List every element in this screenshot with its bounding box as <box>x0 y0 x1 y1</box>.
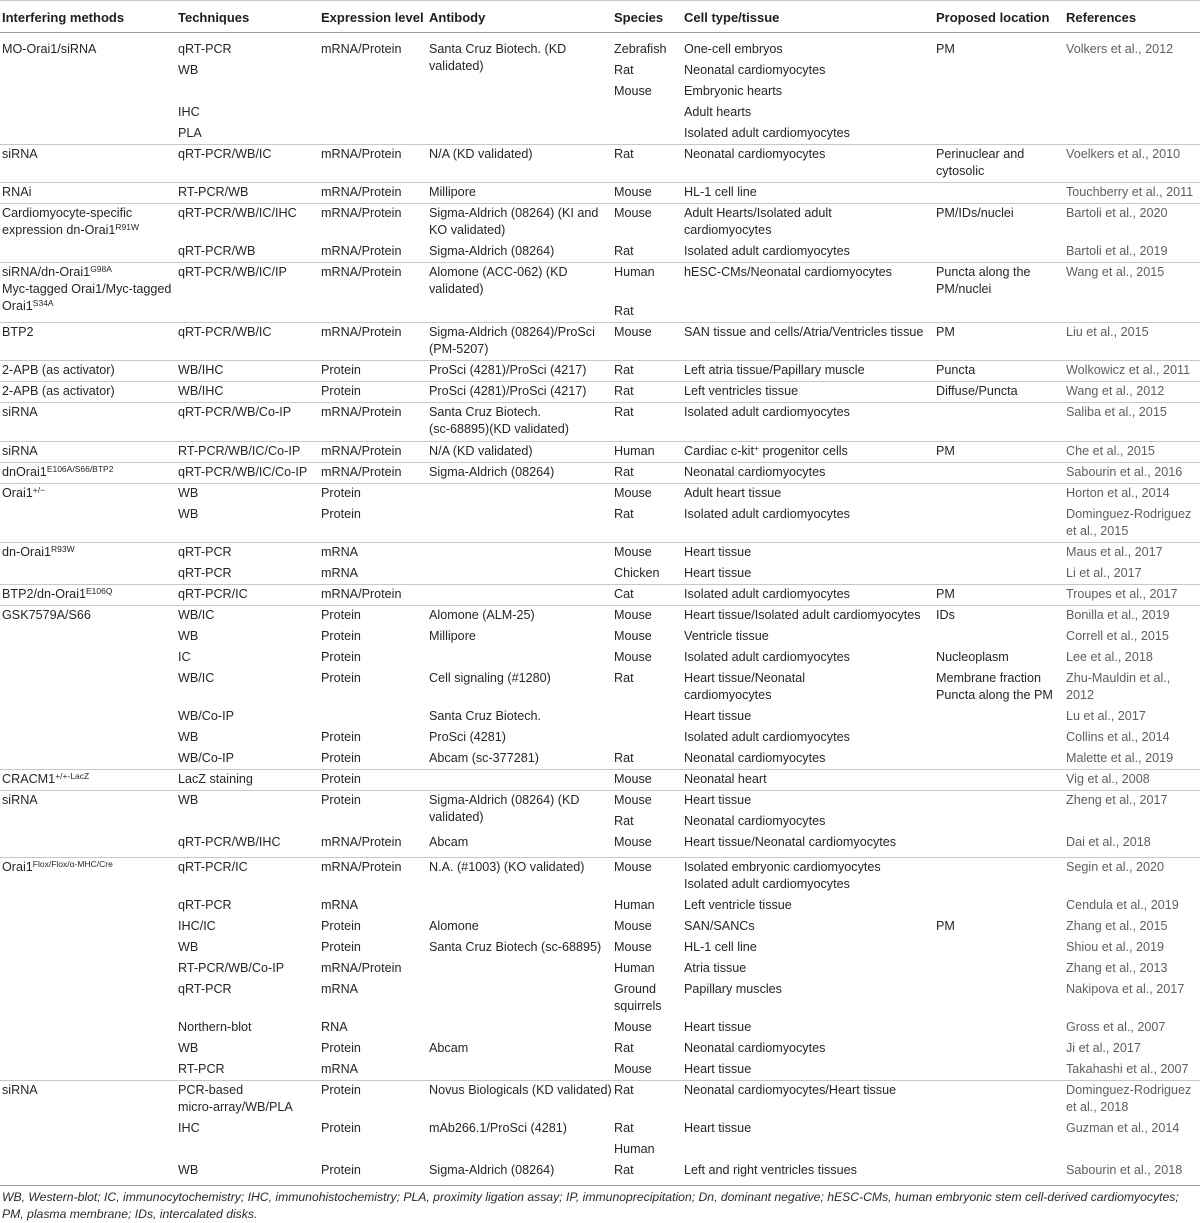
cell-antibody: Millipore <box>429 629 476 643</box>
cell-species: Chicken <box>614 566 660 580</box>
cell-cell-type-tissue: Adult Hearts/Isolated adult cardiomyocytes <box>684 206 832 237</box>
cell-interfering-method: RNAi <box>2 185 32 199</box>
cell-antibody: Alomone (ALM-25) <box>429 608 535 622</box>
row-divider <box>0 1080 1200 1081</box>
cell-species: Rat <box>614 363 634 377</box>
cell-technique: LacZ staining <box>178 772 253 786</box>
cell-reference: Liu et al., 2015 <box>1066 325 1149 339</box>
cell-technique: WB <box>178 730 199 744</box>
cell-species: Mouse <box>614 940 652 954</box>
header-techniques: Techniques <box>178 10 250 25</box>
cell-technique: WB <box>178 629 199 643</box>
row-divider <box>0 441 1200 442</box>
cell-technique: WB <box>178 1163 199 1177</box>
cell-reference: Dominguez-Rodriguez et al., 2018 <box>1066 1083 1192 1114</box>
cell-reference: Touchberry et al., 2011 <box>1066 185 1194 199</box>
cell-reference: Bartoli et al., 2019 <box>1066 244 1168 258</box>
cell-cell-type-tissue: HL-1 cell line <box>684 185 757 199</box>
cell-expression-level: Protein <box>321 940 361 954</box>
cell-reference: Nakipova et al., 2017 <box>1066 982 1185 996</box>
cell-antibody: Santa Cruz Biotech. (KD validated) <box>429 42 567 73</box>
cell-cell-type-tissue: Neonatal cardiomyocytes <box>684 814 826 828</box>
cell-cell-type-tissue: Atria tissue <box>684 961 747 975</box>
cell-cell-type-tissue: Heart tissue <box>684 1062 752 1076</box>
cell-expression-level: Protein <box>321 650 361 664</box>
cell-expression-level: mRNA/Protein <box>321 147 402 161</box>
cell-expression-level: mRNA/Protein <box>321 587 402 601</box>
row-divider <box>0 605 1200 606</box>
cell-antibody: Santa Cruz Biotech (sc-68895) <box>429 940 602 954</box>
cell-expression-level: mRNA <box>321 1062 359 1076</box>
row-divider <box>0 144 1200 145</box>
cell-technique: RT-PCR/WB <box>178 185 249 199</box>
cell-species: Mouse <box>614 793 652 807</box>
cell-reference: Vig et al., 2008 <box>1066 772 1150 786</box>
cell-reference: Takahashi et al., 2007 <box>1066 1062 1189 1076</box>
cell-cell-type-tissue: Heart tissue <box>684 793 752 807</box>
row-divider <box>0 203 1200 204</box>
cell-cell-type-tissue: SAN tissue and cells/Atria/Ventricles tissue <box>684 325 924 339</box>
cell-proposed-location: PM <box>936 587 955 601</box>
header-interfering-methods: Interfering methods <box>2 10 125 25</box>
cell-cell-type-tissue: Left ventricles tissue <box>684 384 799 398</box>
cell-reference: Wolkowicz et al., 2011 <box>1066 363 1191 377</box>
header-expression-level: Expression level <box>321 10 424 25</box>
cell-species: Ground squirrels <box>614 982 662 1013</box>
cell-cell-type-tissue: Neonatal cardiomyocytes <box>684 751 826 765</box>
row-divider <box>0 381 1200 382</box>
cell-interfering-method: 2-APB (as activator) <box>2 384 115 398</box>
cell-technique: WB/Co-IP <box>178 709 234 723</box>
cell-interfering-method: siRNA <box>2 1083 38 1097</box>
cell-technique: RT-PCR <box>178 1062 225 1076</box>
cell-technique: qRT-PCR/WB/IHC <box>178 835 281 849</box>
cell-interfering-method: siRNA <box>2 793 38 807</box>
cell-interfering-method: siRNA/$dn-Orai1^{G98A}$ Myc-tagged Orai1/Myc-tagged $Orai1^{S34A}$ <box>2 264 172 313</box>
cell-species: Mouse <box>614 919 652 933</box>
cell-reference: Sabourin et al., 2018 <box>1066 1163 1183 1177</box>
cell-technique: RT-PCR/WB/IC/Co-IP <box>178 444 301 458</box>
cell-cell-type-tissue: Isolated adult cardiomyocytes <box>684 244 850 258</box>
cell-antibody: N.A. (#1003) (KO validated) <box>429 860 585 874</box>
cell-expression-level: mRNA/Protein <box>321 42 402 56</box>
cell-species: Mouse <box>614 1020 652 1034</box>
cell-antibody: Sigma-Aldrich (08264) (KD validated) <box>429 793 580 824</box>
cell-species: Human <box>614 1142 655 1156</box>
row-divider <box>0 769 1200 770</box>
cell-technique: qRT-PCR <box>178 898 232 912</box>
cell-reference: Zheng et al., 2017 <box>1066 793 1168 807</box>
cell-expression-level: RNA <box>321 1020 348 1034</box>
cell-interfering-method: Cardiomyocyte-specific expression $dn-Orai1^{R91W}$ <box>2 206 140 237</box>
cell-reference: Horton et al., 2014 <box>1066 486 1170 500</box>
cell-expression-level: mRNA/Protein <box>321 860 402 874</box>
cell-species: Mouse <box>614 185 652 199</box>
cell-proposed-location: PM <box>936 444 955 458</box>
cell-proposed-location: Perinuclear and cytosolic <box>936 147 1025 178</box>
cell-expression-level: Protein <box>321 671 361 685</box>
cell-antibody: Santa Cruz Biotech. (sc-68895)(KD validated) <box>429 405 569 436</box>
cell-species: Rat <box>614 751 634 765</box>
cell-cell-type-tissue: SAN/SANCs <box>684 919 755 933</box>
cell-technique: qRT-PCR <box>178 982 232 996</box>
cell-expression-level: Protein <box>321 486 361 500</box>
cell-cell-type-tissue: Heart tissue/Neonatal cardiomyocytes <box>684 835 897 849</box>
cell-expression-level: mRNA/Protein <box>321 185 402 199</box>
cell-reference: Saliba et al., 2015 <box>1066 405 1167 419</box>
row-divider <box>0 322 1200 323</box>
cell-proposed-location: Puncta along the PM/nuclei <box>936 265 1031 296</box>
cell-species: Rat <box>614 671 634 685</box>
cell-cell-type-tissue: Isolated adult cardiomyocytes <box>684 730 850 744</box>
row-divider <box>0 182 1200 183</box>
cell-expression-level: Protein <box>321 793 361 807</box>
cell-interfering-method: $CRACM1^{+/+-LacZ}$ <box>2 771 90 786</box>
cell-interfering-method: $dn-Orai1^{R93W}$ <box>2 544 75 559</box>
cell-expression-level: Protein <box>321 363 361 377</box>
cell-species: Mouse <box>614 629 652 643</box>
cell-reference: Li et al., 2017 <box>1066 566 1142 580</box>
cell-expression-level: mRNA/Protein <box>321 444 402 458</box>
cell-expression-level: mRNA/Protein <box>321 961 402 975</box>
header-antibody: Antibody <box>429 10 486 25</box>
cell-reference: Voelkers et al., 2010 <box>1066 147 1181 161</box>
row-divider <box>0 584 1200 585</box>
header-cell-type-tissue: Cell type/tissue <box>684 10 780 25</box>
cell-species: Mouse <box>614 325 652 339</box>
cell-expression-level: mRNA/Protein <box>321 405 402 419</box>
cell-species: Rat <box>614 384 634 398</box>
cell-technique: IHC <box>178 105 200 119</box>
cell-species: Mouse <box>614 608 652 622</box>
cell-technique: Northern-blot <box>178 1020 252 1034</box>
cell-technique: WB <box>178 1041 199 1055</box>
cell-species: Mouse <box>614 860 652 874</box>
cell-technique: WB/IC <box>178 671 215 685</box>
cell-antibody: ProSci (4281)/ProSci (4217) <box>429 384 587 398</box>
cell-species: Mouse <box>614 835 652 849</box>
cell-interfering-method: $Orai1^{Flox/Flox/\alpha-MHC/Cre}$ <box>2 859 113 874</box>
row-divider <box>0 360 1200 361</box>
cell-antibody: Sigma-Aldrich (08264) <box>429 244 555 258</box>
row-divider <box>0 462 1200 463</box>
cell-species: Rat <box>614 1083 634 1097</box>
cell-reference: Wang et al., 2015 <box>1066 265 1165 279</box>
cell-technique: WB <box>178 940 199 954</box>
cell-reference: Guzman et al., 2014 <box>1066 1121 1180 1135</box>
cell-cell-type-tissue: Left ventricle tissue <box>684 898 792 912</box>
cell-antibody: Santa Cruz Biotech. <box>429 709 542 723</box>
cell-reference: Volkers et al., 2012 <box>1066 42 1174 56</box>
cell-technique: qRT-PCR <box>178 42 232 56</box>
header-references: References <box>1066 10 1137 25</box>
cell-interfering-method: siRNA <box>2 444 38 458</box>
cell-antibody: mAb266.1/ProSci (4281) <box>429 1121 567 1135</box>
cell-proposed-location: PM <box>936 325 955 339</box>
cell-expression-level: Protein <box>321 772 361 786</box>
cell-species: Rat <box>614 814 634 828</box>
cell-cell-type-tissue: Heart tissue <box>684 1020 752 1034</box>
cell-expression-level: Protein <box>321 751 361 765</box>
cell-species: Rat <box>614 1163 634 1177</box>
cell-cell-type-tissue: Isolated adult cardiomyocytes <box>684 507 850 521</box>
cell-technique: IC <box>178 650 191 664</box>
cell-technique: qRT-PCR/WB/IC/Co-IP <box>178 465 308 479</box>
cell-cell-type-tissue: Ventricle tissue <box>684 629 769 643</box>
cell-species: Mouse <box>614 650 652 664</box>
cell-interfering-method: 2-APB (as activator) <box>2 363 115 377</box>
cell-antibody: Alomone <box>429 919 479 933</box>
cell-technique: WB <box>178 63 199 77</box>
cell-cell-type-tissue: Heart tissue/Neonatal cardiomyocytes <box>684 671 806 702</box>
cell-interfering-method: siRNA <box>2 147 38 161</box>
cell-expression-level: mRNA <box>321 898 359 912</box>
cell-technique: IHC/IC <box>178 919 216 933</box>
cell-reference: Cendula et al., 2019 <box>1066 898 1179 912</box>
cell-technique: qRT-PCR/WB <box>178 244 256 258</box>
cell-species: Rat <box>614 304 634 318</box>
row-divider <box>0 857 1200 858</box>
cell-reference: Sabourin et al., 2016 <box>1066 465 1183 479</box>
cell-reference: Dominguez-Rodriguez et al., 2015 <box>1066 507 1192 538</box>
cell-cell-type-tissue: Isolated adult cardiomyocytes <box>684 126 850 140</box>
cell-technique: PCR-based micro-array/WB/PLA <box>178 1083 293 1114</box>
cell-proposed-location: Membrane fraction Puncta along the PM <box>936 671 1053 702</box>
cell-technique: WB/IC <box>178 608 215 622</box>
cell-reference: Lee et al., 2018 <box>1066 650 1153 664</box>
cell-expression-level: Protein <box>321 629 361 643</box>
row-divider <box>0 402 1200 403</box>
cell-antibody: Alomone (ACC-062) (KD validated) <box>429 265 568 296</box>
cell-cell-type-tissue: Papillary muscles <box>684 982 782 996</box>
cell-cell-type-tissue: Isolated adult cardiomyocytes <box>684 650 850 664</box>
cell-technique: qRT-PCR/WB/Co-IP <box>178 405 292 419</box>
cell-species: Zebrafish <box>614 42 667 56</box>
cell-species: Human <box>614 265 655 279</box>
cell-reference: Collins et al., 2014 <box>1066 730 1170 744</box>
cell-reference: Zhang et al., 2013 <box>1066 961 1168 975</box>
cell-antibody: ProSci (4281)/ProSci (4217) <box>429 363 587 377</box>
cell-cell-type-tissue: Adult hearts <box>684 105 752 119</box>
cell-cell-type-tissue: Left and right ventricles tissues <box>684 1163 857 1177</box>
cell-cell-type-tissue: Heart tissue <box>684 1121 752 1135</box>
cell-reference: Dai et al., 2018 <box>1066 835 1151 849</box>
cell-interfering-method: GSK7579A/S66 <box>2 608 91 622</box>
cell-interfering-method: MO-Orai1/siRNA <box>2 42 97 56</box>
cell-species: Mouse <box>614 84 652 98</box>
cell-expression-level: Protein <box>321 1121 361 1135</box>
cell-reference: Malette et al., 2019 <box>1066 751 1174 765</box>
cell-species: Mouse <box>614 1062 652 1076</box>
cell-antibody: N/A (KD validated) <box>429 147 533 161</box>
cell-technique: qRT-PCR/WB/IC <box>178 325 272 339</box>
cell-reference: Ji et al., 2017 <box>1066 1041 1141 1055</box>
cell-expression-level: Protein <box>321 1083 361 1097</box>
cell-technique: qRT-PCR/IC <box>178 587 248 601</box>
cell-interfering-method: $dnOrai1^{E106A/S66/BTP2}$ <box>2 464 114 479</box>
cell-species: Rat <box>614 1121 634 1135</box>
cell-reference: Wang et al., 2012 <box>1066 384 1165 398</box>
cell-species: Human <box>614 898 655 912</box>
cell-reference: Bartoli et al., 2020 <box>1066 206 1168 220</box>
cell-cell-type-tissue: Cardiac c-kit+ progenitor cells <box>684 443 848 458</box>
cell-technique: qRT-PCR/WB/IC/IP <box>178 265 287 279</box>
table-footnote-line-1: WB, Western-blot; IC, immunocytochemistry; IHC, immunohistochemistry; PLA, proximity ligation assay; IP, immunoprecipitation; Dn, dominant negative; hESC-CMs, human embryonic stem cell-derived cardiomyocytes; <box>2 1190 1179 1204</box>
cell-cell-type-tissue: Neonatal cardiomyocytes <box>684 147 826 161</box>
cell-species: Mouse <box>614 486 652 500</box>
cell-proposed-location: PM <box>936 42 955 56</box>
cell-reference: Zhang et al., 2015 <box>1066 919 1168 933</box>
cell-cell-type-tissue: Heart tissue <box>684 709 752 723</box>
cell-expression-level: mRNA/Protein <box>321 835 402 849</box>
cell-antibody: Sigma-Aldrich (08264) (KI and KO validated) <box>429 206 599 237</box>
cell-technique: qRT-PCR/IC <box>178 860 248 874</box>
cell-expression-level: Protein <box>321 1163 361 1177</box>
cell-technique: WB <box>178 507 199 521</box>
cell-antibody: Sigma-Aldrich (08264)/ProSci (PM-5207) <box>429 325 595 356</box>
cell-species: Human <box>614 444 655 458</box>
table-footnote-line-2: PM, plasma membrane; IDs, intercalated disks. <box>2 1207 258 1221</box>
cell-expression-level: Protein <box>321 730 361 744</box>
cell-species: Rat <box>614 244 634 258</box>
cell-technique: WB/IHC <box>178 384 224 398</box>
cell-expression-level: mRNA <box>321 545 359 559</box>
cell-cell-type-tissue: Neonatal heart <box>684 772 767 786</box>
cell-technique: RT-PCR/WB/Co-IP <box>178 961 285 975</box>
row-divider <box>0 483 1200 484</box>
cell-proposed-location: Puncta <box>936 363 976 377</box>
cell-technique: IHC <box>178 1121 200 1135</box>
cell-interfering-method: siRNA <box>2 405 38 419</box>
cell-cell-type-tissue: Heart tissue <box>684 545 752 559</box>
cell-reference: Maus et al., 2017 <box>1066 545 1163 559</box>
cell-species: Rat <box>614 465 634 479</box>
cell-species: Mouse <box>614 545 652 559</box>
cell-expression-level: Protein <box>321 384 361 398</box>
cell-proposed-location: Nucleoplasm <box>936 650 1009 664</box>
cell-cell-type-tissue: Isolated adult cardiomyocytes <box>684 587 850 601</box>
cell-species: Rat <box>614 405 634 419</box>
cell-species: Mouse <box>614 772 652 786</box>
cell-cell-type-tissue: Left atria tissue/Papillary muscle <box>684 363 865 377</box>
cell-reference: Lu et al., 2017 <box>1066 709 1146 723</box>
cell-expression-level: Protein <box>321 919 361 933</box>
cell-antibody: Abcam <box>429 835 469 849</box>
row-divider <box>0 790 1200 791</box>
cell-reference: Shiou et al., 2019 <box>1066 940 1165 954</box>
cell-cell-type-tissue: hESC-CMs/Neonatal cardiomyocytes <box>684 265 892 279</box>
cell-cell-type-tissue: Neonatal cardiomyocytes <box>684 63 826 77</box>
cell-reference: Troupes et al., 2017 <box>1066 587 1178 601</box>
cell-technique: qRT-PCR/WB/IC <box>178 147 272 161</box>
cell-cell-type-tissue: Neonatal cardiomyocytes <box>684 1041 826 1055</box>
cell-cell-type-tissue: HL-1 cell line <box>684 940 757 954</box>
cell-expression-level: mRNA/Protein <box>321 244 402 258</box>
cell-species: Rat <box>614 63 634 77</box>
cell-antibody: Sigma-Aldrich (08264) <box>429 465 555 479</box>
cell-cell-type-tissue: Embryonic hearts <box>684 84 782 98</box>
cell-expression-level: mRNA/Protein <box>321 465 402 479</box>
cell-technique: WB <box>178 793 199 807</box>
cell-expression-level: mRNA/Protein <box>321 265 402 279</box>
cell-expression-level: Protein <box>321 608 361 622</box>
table-bottom-rule <box>0 1185 1200 1186</box>
cell-species: Rat <box>614 1041 634 1055</box>
cell-proposed-location: IDs <box>936 608 955 622</box>
cell-expression-level: Protein <box>321 507 361 521</box>
cell-cell-type-tissue: Neonatal cardiomyocytes/Heart tissue <box>684 1083 897 1097</box>
cell-interfering-method: Orai1+/− <box>2 485 46 500</box>
cell-antibody: ProSci (4281) <box>429 730 506 744</box>
cell-reference: Bonilla et al., 2019 <box>1066 608 1170 622</box>
cell-technique: qRT-PCR <box>178 545 232 559</box>
cell-expression-level: mRNA/Protein <box>321 325 402 339</box>
header-species: Species <box>614 10 664 25</box>
cell-technique: WB/IHC <box>178 363 224 377</box>
cell-technique: qRT-PCR/WB/IC/IHC <box>178 206 297 220</box>
cell-cell-type-tissue: Adult heart tissue <box>684 486 782 500</box>
cell-technique: PLA <box>178 126 202 140</box>
cell-antibody: Sigma-Aldrich (08264) <box>429 1163 555 1177</box>
cell-species: Cat <box>614 587 634 601</box>
cell-expression-level: mRNA/Protein <box>321 206 402 220</box>
row-divider <box>0 542 1200 543</box>
cell-expression-level: mRNA <box>321 982 359 996</box>
cell-species: Rat <box>614 147 634 161</box>
cell-expression-level: Protein <box>321 1041 361 1055</box>
cell-reference: Zhu-Mauldin et al., 2012 <box>1066 671 1171 702</box>
cell-proposed-location: PM <box>936 919 955 933</box>
cell-reference: Segin et al., 2020 <box>1066 860 1165 874</box>
header-proposed-location: Proposed location <box>936 10 1050 25</box>
cell-interfering-method: $BTP2/dn-Orai1^{E106Q}$ <box>2 586 113 601</box>
cell-antibody: Abcam (sc-377281) <box>429 751 539 765</box>
row-divider <box>0 262 1200 263</box>
cell-expression-level: mRNA <box>321 566 359 580</box>
cell-species: Rat <box>614 507 634 521</box>
cell-cell-type-tissue: Heart tissue <box>684 566 752 580</box>
cell-proposed-location: Diffuse/Puncta <box>936 384 1018 398</box>
table-header-row <box>0 0 1200 33</box>
cell-cell-type-tissue: Heart tissue/Isolated adult cardiomyocytes <box>684 608 921 622</box>
cell-technique: qRT-PCR <box>178 566 232 580</box>
cell-species: Mouse <box>614 206 652 220</box>
cell-reference: Che et al., 2015 <box>1066 444 1155 458</box>
cell-cell-type-tissue: One-cell embryos <box>684 42 783 56</box>
cell-reference: Gross et al., 2007 <box>1066 1020 1166 1034</box>
cell-reference: Correll et al., 2015 <box>1066 629 1169 643</box>
cell-technique: WB/Co-IP <box>178 751 234 765</box>
cell-technique: WB <box>178 486 199 500</box>
cell-antibody: N/A (KD validated) <box>429 444 533 458</box>
cell-proposed-location: PM/IDs/nuclei <box>936 206 1014 220</box>
cell-cell-type-tissue: Neonatal cardiomyocytes <box>684 465 826 479</box>
cell-antibody: Abcam <box>429 1041 469 1055</box>
cell-species: Human <box>614 961 655 975</box>
cell-antibody: Cell signaling (#1280) <box>429 671 551 685</box>
cell-interfering-method: BTP2 <box>2 325 34 339</box>
cell-antibody: Millipore <box>429 185 476 199</box>
cell-cell-type-tissue: Isolated adult cardiomyocytes <box>684 405 850 419</box>
cell-antibody: Novus Biologicals (KD validated) <box>429 1083 612 1097</box>
cell-cell-type-tissue: Isolated embryonic cardiomyocytes Isolated adult cardiomyocytes <box>684 860 881 891</box>
